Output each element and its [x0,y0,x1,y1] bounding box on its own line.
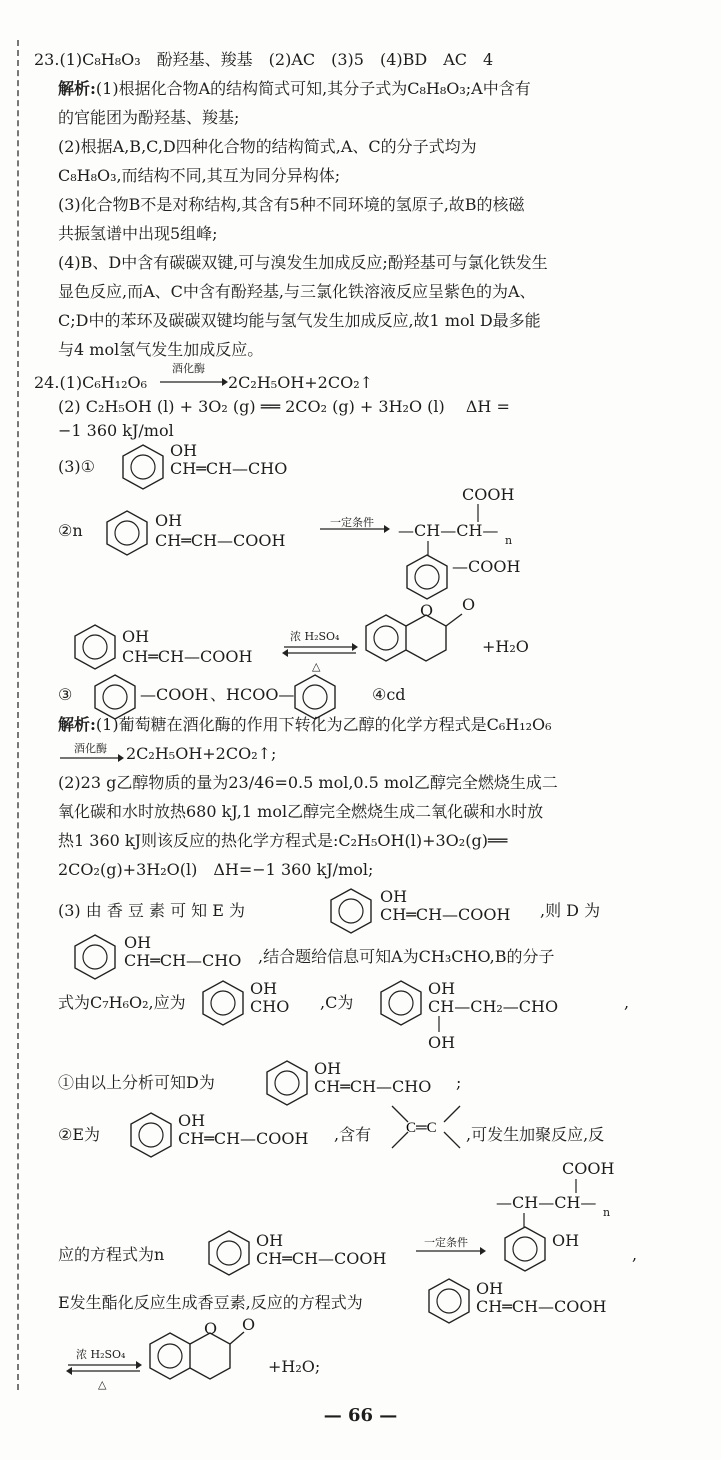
q24-j1 [58,714,552,736]
q24-j3a-end: ,则 D 为 [540,901,601,920]
comma: , [624,993,630,1012]
side-chain-cho: CH═CH—CHO [314,1077,432,1096]
hcoo-text: 、HCOO— [210,685,295,704]
cooh-tail: —COOH [140,685,209,704]
semicolon: ; [456,1073,462,1092]
q24-a3-2-label: ②n [58,521,83,540]
carbonyl-oxygen: O [462,595,476,614]
poly-oh: —COOH [452,557,521,576]
q23-explain-7: (4)B、D中含有碳碳双键,可与溴发生加成反应;酚羟基可与氯化铁发生 [58,253,548,272]
poly-chain-2: —CH—CH— [496,1193,597,1212]
oh-group: OH [155,511,183,530]
benzene-ring-icon [70,620,120,674]
side-chain-acid: CH═CH—COOH [122,647,253,666]
condition-label: 一定条件 [330,516,374,529]
oh-group: OH [250,979,278,998]
benzene-ring-icon [204,1226,254,1280]
benzene-ring-icon [376,976,426,1030]
oh-group: OH [122,627,150,646]
svg-text:C═C: C═C [406,1120,437,1136]
q24-j2a: (2)23 g乙醇物质的量为23/46=0.5 mol,0.5 mol乙醇完全燃烧生成二 [58,773,558,792]
ring-oxygen-2: O [204,1319,218,1338]
q23-explain-9: C;D中的苯环及碳碳双键均能与氢气发生加成反应,故1 mol D最多能 [58,311,541,330]
q24-a2-line2: −1 360 kJ/mol [58,421,174,440]
c-oh: OH [428,1033,456,1052]
benzene-ring-icon [102,506,152,560]
q24-j3c: 式为C₇H₆O₂,应为 [58,993,186,1012]
q24-a3-label: (3)① [58,457,96,476]
oh-group: OH [170,441,198,460]
q24-j3c-mid: ,C为 [320,993,354,1012]
poly-cooh-2: COOH [562,1159,615,1178]
q23-answer: 23.(1)C₈H₈O₃ 酚羟基、羧基 (2)AC (3)5 (4)BD AC 4 [34,50,494,69]
q23-explain-3: (2)根据A,B,C,D四种化合物的结构简式,A、C的分子式均为 [58,137,477,156]
oh-group: OH [314,1059,342,1078]
side-chain-cho: CH═CH—CHO [124,951,242,970]
q24-j3e: ②E为 [58,1125,101,1144]
oh-group: OH [476,1279,504,1298]
side-chain-acid: CH═CH—COOH [380,905,511,924]
poly-n: n [505,534,513,547]
q24-a1-right: 2C₂H₅OH+2CO₂↑ [228,373,374,392]
q24-a2-line1: (2) C₂H₅OH (l) + 3O₂ (g) ══ 2CO₂ (g) + 3H₂O (l) ΔH = [58,397,510,416]
c-chain: CH—CH₂—CHO [428,997,559,1016]
q24-j3e-mid: ,含有 [334,1125,372,1144]
poly-n-2: n [603,1206,611,1219]
side-chain-cho: CH═CH—CHO [170,459,288,478]
oh-group: OH [256,1231,284,1250]
q24-j3g: E发生酯化反应生成香豆素,反应的方程式为 [58,1293,363,1312]
q24-a3-3-label: ③ [58,685,73,704]
h2so4-condition: 浓 H₂SO₄ [290,630,340,643]
q24-j3h-end: +H₂O; [268,1357,321,1376]
heat-condition-2: △ [98,1378,107,1391]
q23-explain-5: (3)化合物B不是对称结构,其含有5种不同环境的氢原子,故B的核磁 [58,195,525,214]
fermentation-condition: 酒化酶 [172,362,205,375]
q23-explain-4: C₈H₈O₃,而结构不同,其互为同分异构体; [58,166,341,185]
side-chain-acid: CH═CH—COOH [155,531,286,550]
q24-a3-4: ④cd [372,685,406,704]
q23-explain-6: 共振氢谱中出现5组峰; [58,224,218,243]
q24-j3f: 应的方程式为n [58,1245,165,1264]
cho-group: CHO [250,997,290,1016]
benzene-ring-icon [198,976,248,1030]
jiexi-label: 解析: [58,715,96,734]
q24-j3b-end: ,结合题给信息可知A为CH₃CHO,B的分子 [258,947,555,966]
benzene-ring-icon [402,550,452,604]
q23-l1: (1)根据化合物A的结构简式可知,其分子式为C₈H₈O₃;A中含有 [95,79,531,98]
q24-j1b: 2C₂H₅OH+2CO₂↑; [126,744,277,763]
q23-explain-8: 显色反应,而A、C中含有酚羟基,与三氯化铁溶液反应呈紫色的为A、 [58,282,536,301]
q24-j2b: 氧化碳和水时放热680 kJ,1 mol乙醇完全燃烧生成二氧化碳和水时放 [58,802,544,821]
oh-group: OH [124,933,152,952]
fermentation-arrow-2 [58,748,124,767]
q24-j3a: (3) 由 香 豆 素 可 知 E 为 [58,901,246,920]
side-chain-acid: CH═CH—COOH [256,1249,387,1268]
benzene-ring-icon [126,1108,176,1162]
poly-oh-2: OH [552,1231,580,1250]
oh-group: OH [428,979,456,998]
q24-j1-text: (1)葡萄糖在酒化酶的作用下转化为乙醇的化学方程式是C₆H₁₂O₆ [95,715,552,734]
side-chain-acid: CH═CH—COOH [476,1297,607,1316]
heat-condition: △ [312,660,321,673]
benzene-ring-icon [118,440,168,494]
oh-group: OH [380,887,408,906]
q23-explain-10: 与4 mol氢气发生加成反应。 [58,340,264,359]
poly-cooh: COOH [462,485,515,504]
cc-double-bond-icon [390,1102,462,1156]
q24-j3d: ①由以上分析可知D为 [58,1073,215,1092]
q24-j2d: 2CO₂(g)+3H₂O(l) ΔH=−1 360 kJ/mol; [58,860,374,879]
oh-group: OH [178,1111,206,1130]
q24-a1-left: 24.(1)C₆H₁₂O₆ [34,373,148,392]
carbonyl-oxygen-2: O [242,1315,256,1334]
fermentation-condition-2: 酒化酶 [74,742,107,755]
q24-j3e-end: ,可发生加聚反应,反 [466,1125,605,1144]
binding-margin-line [17,40,19,1390]
comma-2: , [632,1245,638,1264]
reaction-arrow [318,520,390,539]
jiexi-label: 解析: [58,79,96,98]
poly-chain: —CH—CH— [398,521,499,540]
benzene-ring-icon [500,1222,550,1276]
q24-j2c: 热1 360 kJ则该反应的热化学方程式是:C₂H₅OH(l)+3O₂(g)══ [58,831,508,850]
page-number: — 66 — [323,1405,398,1426]
benzene-ring-icon [70,930,120,984]
ring-oxygen: O [420,601,434,620]
reaction-arrow-2 [414,1242,486,1261]
condition-label-2: 一定条件 [424,1236,468,1249]
q23-explain-1 [58,78,531,100]
side-chain-acid: CH═CH—COOH [178,1129,309,1148]
h2so4-condition-2: 浓 H₂SO₄ [76,1348,126,1361]
benzene-ring-icon [424,1274,474,1328]
q23-explain-2: 的官能团为酚羟基、羧基; [58,108,240,127]
benzene-ring-icon [262,1056,312,1110]
plus-water: +H₂O [482,637,529,656]
benzene-ring-icon [326,884,376,938]
